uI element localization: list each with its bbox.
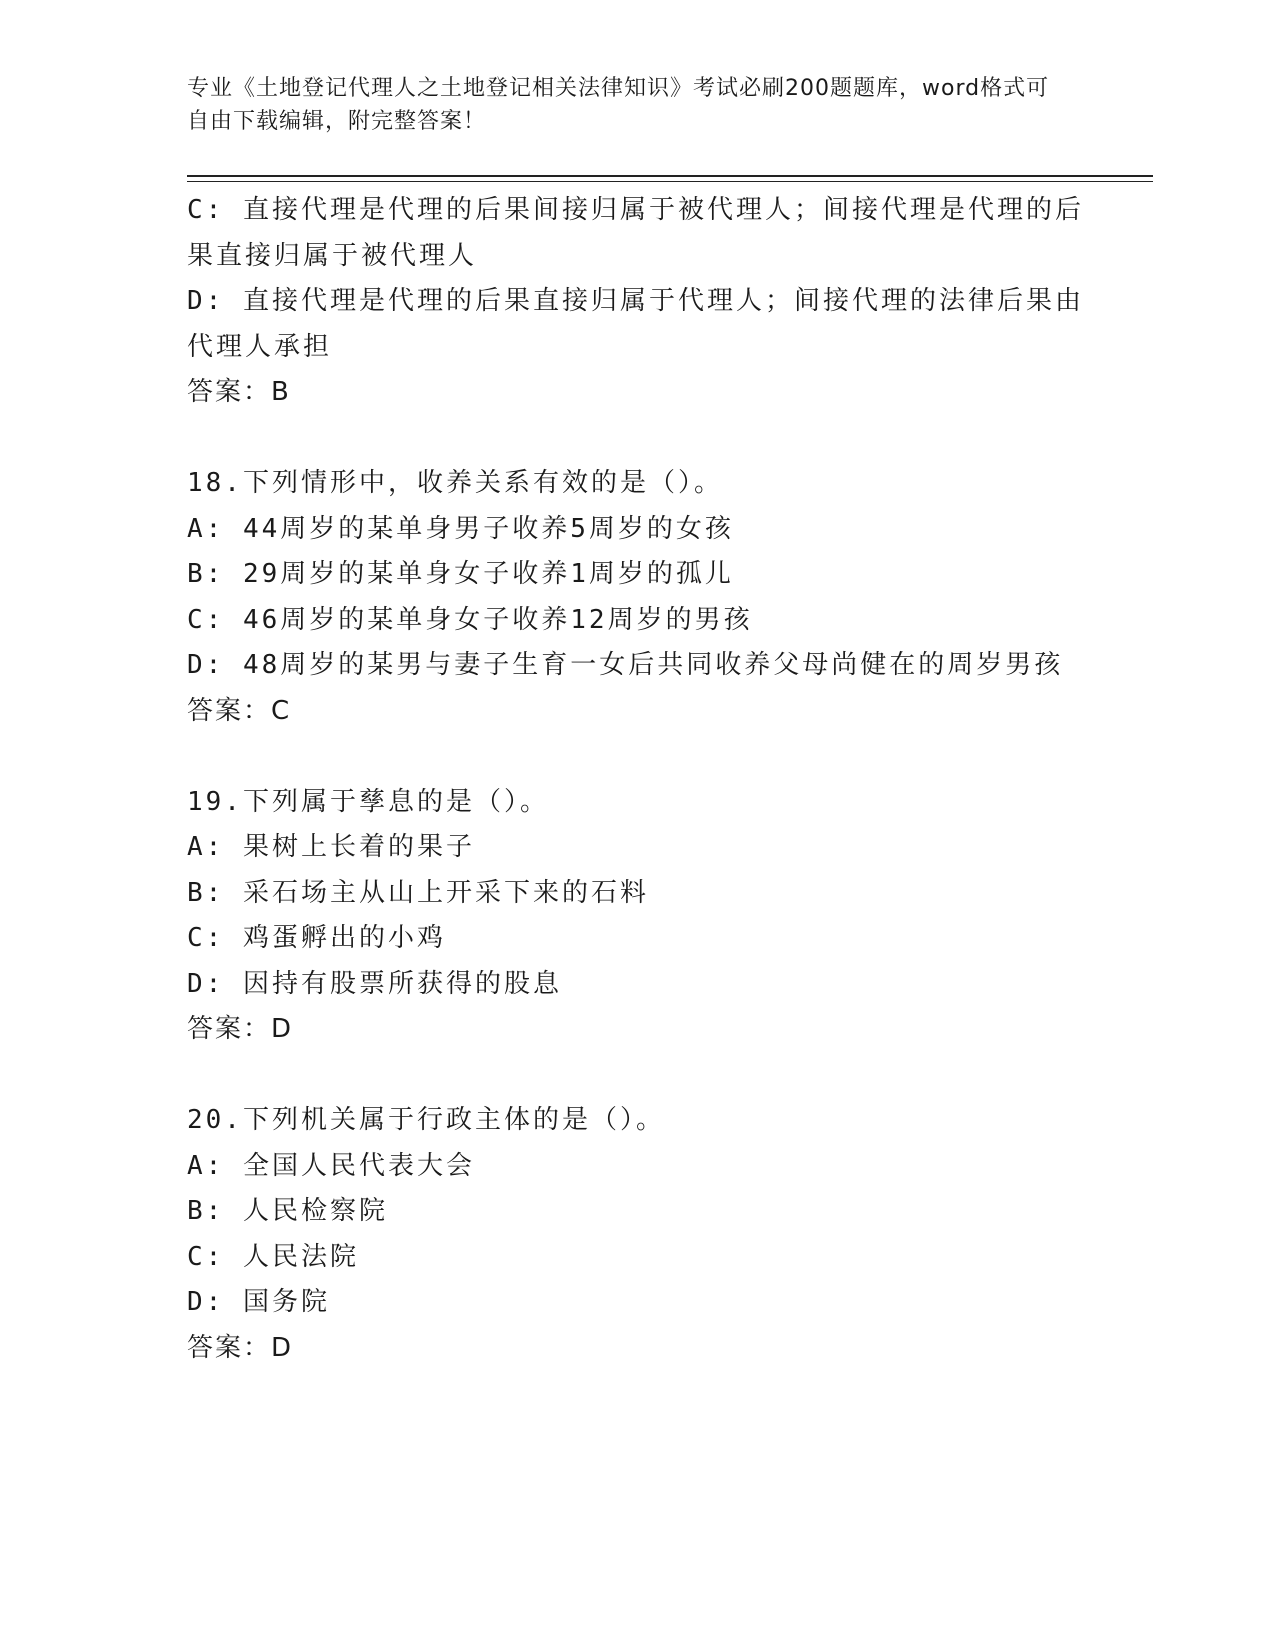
- header-title: 专业《土地登记代理人之土地登记相关法律知识》考试必刷200题题库，word格式可自由下载编辑，附完整答案！: [187, 76, 1050, 134]
- question-stem: 19.下列属于孳息的是（）。: [187, 786, 549, 817]
- question-block-18: [187, 461, 1087, 734]
- question-block-17-continued: [187, 188, 1087, 416]
- option-d: D: 因持有股票所获得的股息: [187, 968, 562, 999]
- document-header: [187, 72, 1067, 138]
- question-list: [187, 188, 1087, 1371]
- option-a: A: 果树上长着的果子: [187, 832, 475, 862]
- answer-line: 答案：C: [187, 695, 292, 726]
- question-block-20: [187, 1098, 1087, 1371]
- question-stem: 20.下列机关属于行政主体的是（）。: [187, 1105, 665, 1135]
- question-block-19: [187, 780, 1087, 1053]
- answer-line: 答案：D: [187, 1014, 294, 1044]
- question-stem: 18.下列情形中，收养关系有效的是（）。: [187, 468, 723, 498]
- header-rule-thin: [187, 181, 1153, 182]
- option-c: C: 鸡蛋孵出的小鸡: [187, 923, 446, 953]
- option-c: C: 人民法院: [187, 1241, 359, 1272]
- option-c: C: 直接代理是代理的后果间接归属于被代理人；间接代理是代理的后果直接归属于被代理人: [187, 195, 1084, 271]
- option-d: D: 直接代理是代理的后果直接归属于代理人；间接代理的法律后果由代理人承担: [187, 286, 1084, 362]
- option-c: C: 46周岁的某单身女子收养12周岁的男孩: [187, 604, 753, 635]
- option-b: B: 人民检察院: [187, 1196, 388, 1226]
- option-a: A: 44周岁的某单身男子收养5周岁的女孩: [187, 513, 734, 544]
- header-rule-thick: [187, 175, 1153, 177]
- answer-line: 答案：B: [187, 377, 291, 407]
- option-b: B: 采石场主从山上开采下来的石料: [187, 877, 649, 908]
- option-d: D: 国务院: [187, 1287, 330, 1317]
- option-a: A: 全国人民代表大会: [187, 1150, 475, 1181]
- option-d: D: 48周岁的某男与妻子生育一女后共同收养父母尚健在的周岁男孩: [187, 650, 1064, 680]
- answer-line: 答案：D: [187, 1332, 294, 1363]
- option-b: B: 29周岁的某单身女子收养1周岁的孤儿: [187, 559, 734, 589]
